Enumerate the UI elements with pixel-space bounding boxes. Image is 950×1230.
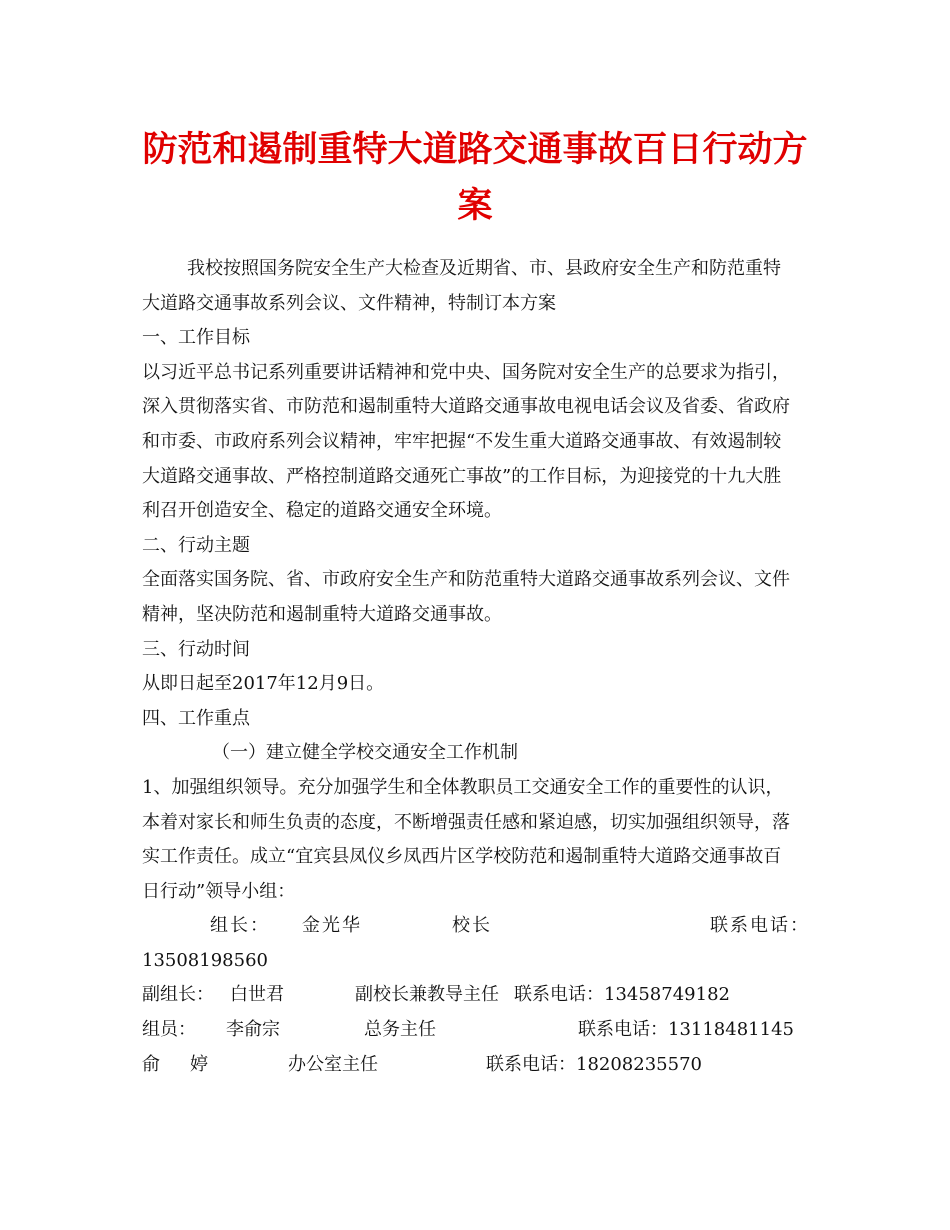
- member-row-leader: [142, 909, 822, 944]
- member2-phone-label: 联系电话：: [486, 1053, 576, 1075]
- deputy-phone: 13458749182: [604, 984, 730, 1006]
- section-3-line: 从即日起至2017年12月9日。: [142, 673, 385, 695]
- deputy-role: 副组长：: [142, 984, 214, 1006]
- section-2-line: 全面落实国务院、省、市政府安全生产和防范重特大道路交通事故系列会议、文件: [142, 569, 790, 591]
- deputy-title: 副校长兼教导主任: [355, 984, 499, 1006]
- section-4-line: 日行动”领导小组：: [142, 880, 296, 902]
- section-2-line: 精神，坚决防范和遏制重特大道路交通事故。: [142, 603, 502, 625]
- member1-role: 组员：: [142, 1019, 196, 1041]
- section-4-line: 本着对家长和师生负责的态度，不断增强责任感和紧迫感，切实加强组织领导，落: [142, 811, 790, 833]
- leader-title: 校长: [452, 915, 492, 937]
- intro-line-1: 我校按照国务院安全生产大检查及近期省、市、县政府安全生产和防范重特: [187, 258, 781, 279]
- title-line-2: 案: [457, 185, 493, 226]
- leader-name: 金光华: [302, 915, 362, 937]
- document-title: [100, 122, 850, 234]
- member1-phone: 13118481145: [668, 1019, 794, 1041]
- member1-name: 李俞宗: [226, 1019, 280, 1041]
- member2-name: 俞 婷: [142, 1053, 214, 1075]
- section-1-line: 和市委、市政府系列会议精神，牢牢把握“不发生重大道路交通事故、有效遏制较: [142, 430, 782, 452]
- leader-role: 组长：: [210, 915, 270, 937]
- section-1-heading: 一、工作目标: [142, 327, 250, 349]
- leader-phone: 13508198560: [142, 949, 268, 971]
- section-1-line: 以习近平总书记系列重要讲话精神和党中央、国务院对安全生产的总要求为指引，: [142, 361, 790, 383]
- member-row-1: [142, 1013, 822, 1048]
- leader-phone-label: 联系电话：: [710, 915, 810, 937]
- section-4-line: 1、加强组织领导。充分加强学生和全体教职员工交通安全工作的重要性的认识，: [142, 776, 784, 798]
- section-3-heading: 三、行动时间: [142, 638, 250, 660]
- section-4-line: 实工作责任。成立“宜宾县凤仪乡凤西片区学校防范和遏制重特大道路交通事故百: [142, 846, 782, 868]
- intro-line-2: 大道路交通事故系列会议、文件精神，特制订本方案: [142, 292, 556, 314]
- document-body: [142, 252, 822, 1082]
- member-row-deputy: [142, 978, 822, 1013]
- member-row-2: [142, 1048, 822, 1083]
- member1-title: 总务主任: [364, 1019, 436, 1041]
- deputy-phone-label: 联系电话：: [514, 984, 604, 1006]
- member1-phone-label: 联系电话：: [578, 1019, 668, 1041]
- deputy-name: 白世君: [230, 984, 284, 1006]
- section-1-line: 利召开创造安全、稳定的道路交通安全环境。: [142, 500, 502, 522]
- member2-phone: 18208235570: [576, 1053, 702, 1075]
- section-1-line: 深入贯彻落实省、市防范和遏制重特大道路交通事故电视电话会议及省委、省政府: [142, 396, 790, 418]
- section-4-heading: 四、工作重点: [142, 707, 250, 729]
- section-2-heading: 二、行动主题: [142, 534, 250, 556]
- member2-title: 办公室主任: [288, 1053, 378, 1075]
- section-4-subheading: （一）建立健全学校交通安全工作机制: [212, 742, 518, 764]
- title-line-1: 防范和遏制重特大道路交通事故百日行动方: [142, 129, 808, 170]
- section-1-line: 大道路交通事故、严格控制道路交通死亡事故”的工作目标，为迎接党的十九大胜: [142, 465, 782, 487]
